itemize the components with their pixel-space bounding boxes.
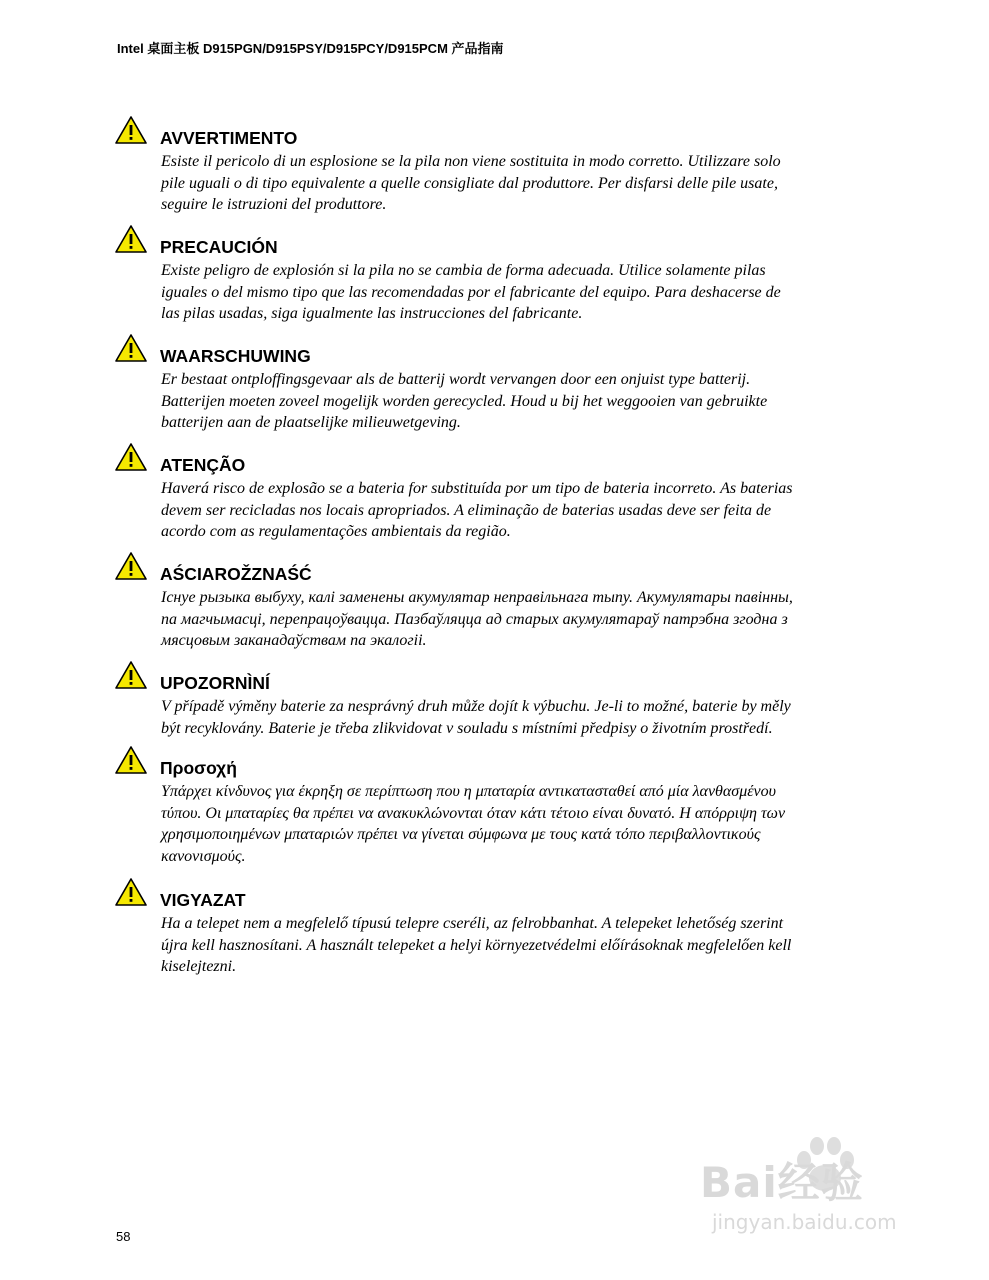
warning-body: [161, 781, 881, 867]
warning-body: [161, 913, 881, 978]
warning-body-line: iguales o del mismo tipo que las recomendadas por el fabricante del equipo. Para deshacerse de: [161, 283, 781, 301]
warning-body-line: acordo com as regulamentações ambientais da região.: [161, 523, 511, 540]
warning-triangle-icon: [114, 333, 148, 363]
warning-body: [161, 696, 881, 739]
watermark: [700, 1130, 935, 1250]
warning-body-line: мясцовым заканадаўствам па экалогіі.: [161, 632, 427, 649]
watermark-url: jingyan.baidu.com: [712, 1210, 897, 1234]
warning-title: ATENÇÃO: [160, 455, 246, 475]
warning-title: AVVERTIMENTO: [160, 128, 298, 148]
warning-triangle-icon: [114, 442, 148, 472]
warning-triangle-icon: [114, 551, 148, 581]
warning-title: AŚCIAROŽZNAŚĆ: [160, 564, 312, 584]
warning-body-line: па магчымасці, перепрацоўвацца. Пазбаўляцца ад старых акумулятараў патрэбна згодна з: [161, 610, 788, 628]
warning-title: VIGYAZAT: [160, 890, 246, 910]
warning-body-line: kiselejtezni.: [161, 958, 237, 975]
warning-triangle-icon: [114, 224, 148, 254]
warning-body-line: Esiste il pericolo di un esplosione se la pila non viene sostituita in modo corretto. Utilizzare solo: [161, 153, 781, 170]
warning-title: PRECAUCIÓN: [160, 237, 278, 257]
warning-title: Προσοχή: [160, 758, 237, 778]
warning-body-line: pile uguali o di tipo equivalente a quelle consigliate dal produttore. Per disfarsi delle pile usate,: [161, 174, 778, 192]
warning-body: [161, 260, 881, 325]
page-header: Intel 桌面主板 D915PGN/D915PSY/D915PCY/D915PCM 产品指南: [117, 41, 504, 56]
warning-body-line: τύπου. Οι μπαταρίες θα πρέπει να ανακυκλώνονται όταν κάτι τέτοιο είναι δυνατό. Η απόρριψη των: [161, 804, 786, 822]
warning-body-line: batterijen aan de plaatselijke milieuwetgeving.: [161, 414, 461, 431]
warning-body-line: χρησιμοποιημένων μπαταριών πρέπει να γίνεται σύμφωνα με τους κατά τόπο περιβαλλοντικούς: [161, 826, 761, 843]
warning-body-line: Існуе рызыка выбуху, калі заменены акумулятар неправільнага тыпу. Акумулятары павінны,: [161, 589, 793, 606]
warning-body-line: Haverá risco de explosão se a bateria for substituída por um tipo de bateria incorreto. As baterias: [161, 480, 793, 497]
warning-body-line: Υπάρχει κίνδυνος για έκρηξη σε περίπτωση που η μπαταρία αντικατασταθεί από μία λανθασμένου: [161, 783, 776, 800]
warning-body-line: κανονισμούς.: [161, 847, 246, 865]
warning-body-line: las pilas usadas, siga igualmente las instrucciones del fabricante.: [161, 305, 583, 322]
warning-body: [161, 369, 881, 434]
warning-title: UPOZORNÌNÍ: [160, 673, 270, 693]
warning-body: [161, 151, 881, 216]
warning-body-line: Ha a telepet nem a megfelelő típusú telepre cseréli, az felrobbanhat. A telepeket lehetőség szerint: [161, 915, 784, 932]
warning-triangle-icon: [114, 745, 148, 775]
warning-body-line: devem ser recicladas nos locais apropriados. A eliminação de baterias usadas deve ser feita de: [161, 501, 772, 519]
warning-triangle-icon: [114, 660, 148, 690]
page-number: 58: [116, 1229, 131, 1244]
warning-body-line: Existe peligro de explosión si la pila no se cambia de forma adecuada. Utilice solamente pilas: [161, 262, 766, 279]
warning-body-line: V případě výměny baterie za nesprávný druh může dojít k výbuchu. Je-li to možné, baterie by měly: [161, 698, 791, 715]
warning-title: WAARSCHUWING: [160, 346, 311, 366]
warning-body: [161, 587, 881, 652]
watermark-brand: Bai经验: [700, 1158, 864, 1207]
warning-body-line: být recyklovány. Baterie je třeba zlikvidovat v souladu s místními předpisy o životním prostředí.: [161, 719, 773, 737]
warning-triangle-icon: [114, 877, 148, 907]
warning-triangle-icon: [114, 115, 148, 145]
warning-body-line: Er bestaat ontploffingsgevaar als de batterij wordt vervangen door een onjuist type batterij.: [161, 371, 751, 388]
warning-body: [161, 478, 881, 543]
warning-body-line: Batterijen moeten zoveel mogelijk worden gerecycled. Houd u bij het weggooien van gebruikte: [161, 392, 768, 410]
warning-body-line: újra kell hasznosítani. A használt telepeket a helyi környezetvédelmi előírásoknak megfelelően kell: [161, 936, 792, 954]
warning-body-line: seguire le istruzioni del produttore.: [161, 196, 387, 213]
